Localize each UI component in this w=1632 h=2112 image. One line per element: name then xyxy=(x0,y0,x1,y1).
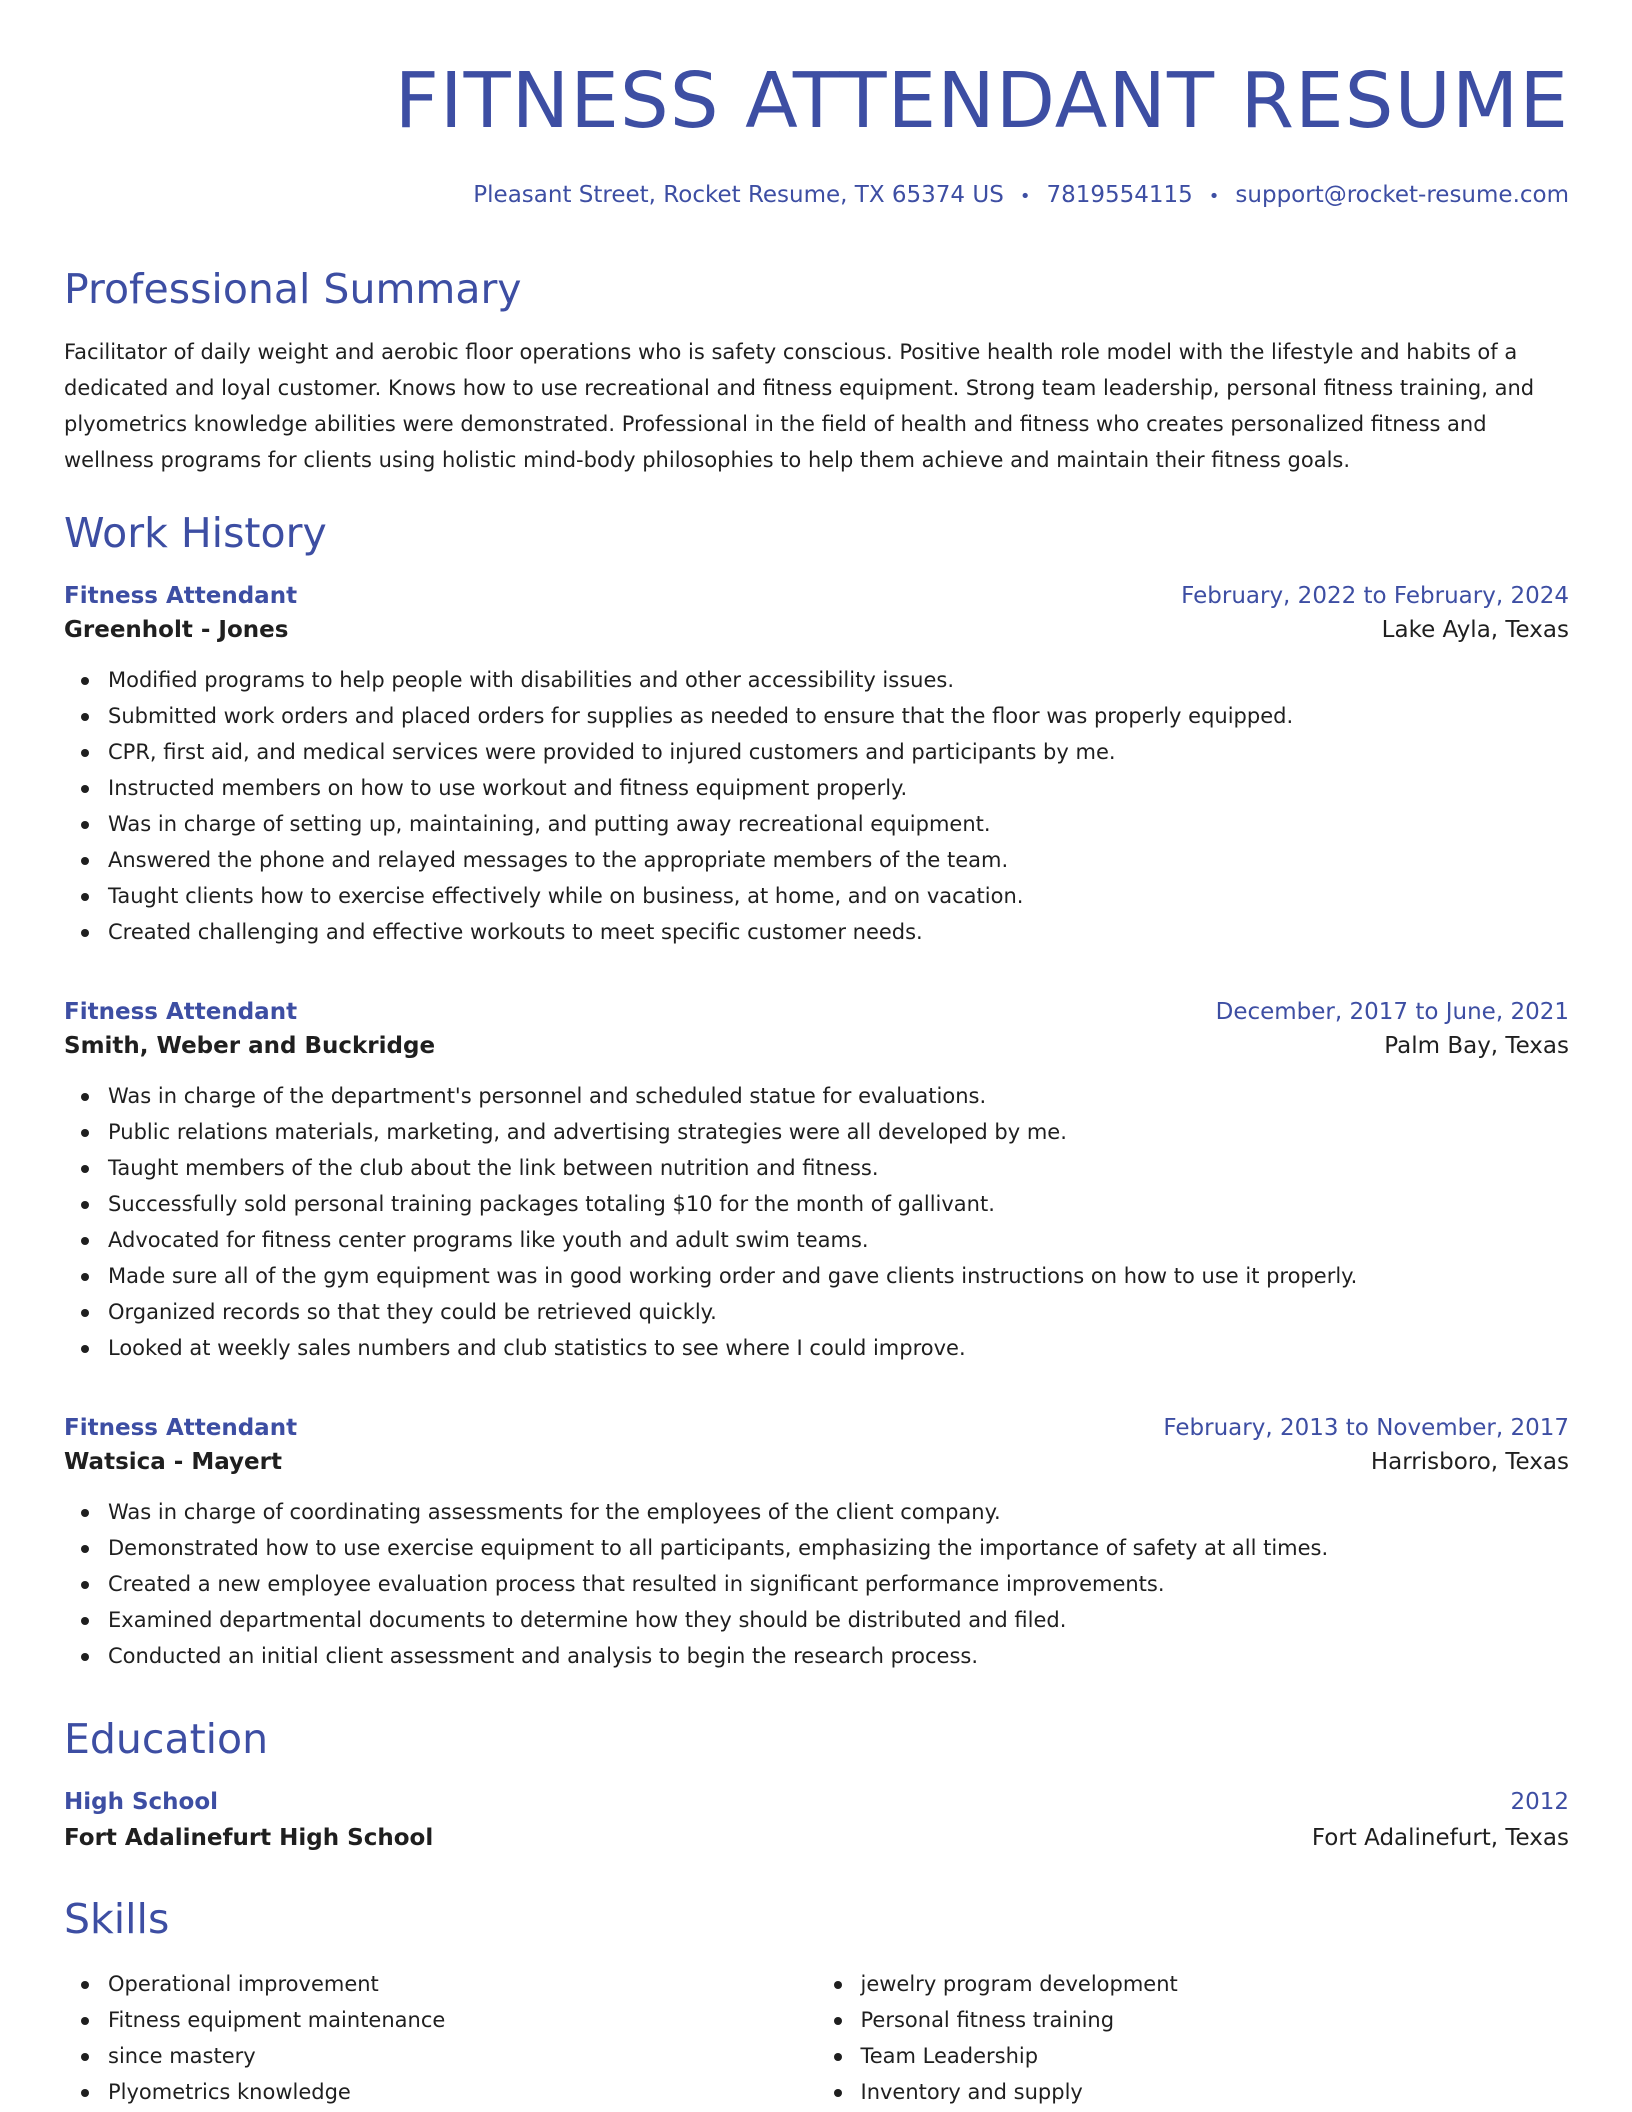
job-bullet: Taught members of the club about the link between nutrition and fitness. xyxy=(108,1150,1569,1186)
job-entry xyxy=(64,996,1569,1366)
job-company: Smith, Weber and Buckridge xyxy=(64,1033,436,1059)
section-heading-work-history: Work History xyxy=(64,509,327,557)
job-dates: December, 2017 to June, 2021 xyxy=(1215,999,1569,1025)
job-bullet: Was in charge of the department's personnel and scheduled statue for evaluations. xyxy=(108,1078,1569,1114)
job-title: Fitness Attendant xyxy=(64,1415,298,1441)
job-bullet: Was in charge of setting up, maintaining, and putting away recreational equipment. xyxy=(108,806,1569,842)
education-year: 2012 xyxy=(1510,1789,1569,1815)
skill-item: Operational improvement xyxy=(108,1966,817,2002)
skill-item: Fitness equipment maintenance xyxy=(108,2002,817,2038)
job-location: Palm Bay, Texas xyxy=(1384,1033,1569,1059)
job-bullet: Public relations materials, marketing, and advertising strategies were all developed by me. xyxy=(108,1114,1569,1150)
job-company: Greenholt - Jones xyxy=(64,617,289,643)
job-bullet: Made sure all of the gym equipment was in good working order and gave clients instructions on how to use it properly. xyxy=(108,1258,1569,1294)
skill-item: Team Leadership xyxy=(861,2038,1570,2074)
job-entry xyxy=(64,1412,1569,1674)
job-entry xyxy=(64,580,1569,950)
job-bullets xyxy=(64,1078,1569,1366)
section-heading-education: Education xyxy=(64,1715,269,1763)
job-bullet: Submitted work orders and placed orders for supplies as needed to ensure that the floor was properly equipped. xyxy=(108,698,1569,734)
skill-item: Inventory and supply xyxy=(861,2074,1570,2110)
skill-item: Plyometrics knowledge xyxy=(108,2074,817,2110)
job-dates: February, 2013 to November, 2017 xyxy=(1163,1415,1569,1441)
job-bullet: Examined departmental documents to determine how they should be distributed and filed. xyxy=(108,1602,1569,1638)
section-heading-skills: Skills xyxy=(64,1895,170,1943)
job-bullet: Advocated for fitness center programs like youth and adult swim teams. xyxy=(108,1222,1569,1258)
contact-separator: • xyxy=(1019,186,1031,207)
job-bullet: Modified programs to help people with disabilities and other accessibility issues. xyxy=(108,662,1569,698)
contact-phone: 7819554115 xyxy=(1046,182,1193,208)
education-degree: High School xyxy=(64,1789,219,1815)
contact-line xyxy=(64,180,1569,212)
job-bullet: CPR, first aid, and medical services were provided to injured customers and participants by me. xyxy=(108,734,1569,770)
job-bullet: Taught clients how to exercise effectively while on business, at home, and on vacation. xyxy=(108,878,1569,914)
skill-item: Personal fitness training xyxy=(861,2002,1570,2038)
job-company: Watsica - Mayert xyxy=(64,1449,282,1475)
skills-column-right xyxy=(817,1966,1570,2110)
job-bullet: Was in charge of coordinating assessments for the employees of the client company. xyxy=(108,1494,1569,1530)
job-bullet: Conducted an initial client assessment and analysis to begin the research process. xyxy=(108,1638,1569,1674)
education-location: Fort Adalinefurt, Texas xyxy=(1311,1825,1569,1851)
job-bullet: Created a new employee evaluation process that resulted in significant performance improvements. xyxy=(108,1566,1569,1602)
job-location: Lake Ayla, Texas xyxy=(1381,617,1569,643)
contact-separator: • xyxy=(1208,186,1220,207)
job-bullet: Organized records so that they could be retrieved quickly. xyxy=(108,1294,1569,1330)
job-location: Harrisboro, Texas xyxy=(1370,1449,1569,1475)
education-entry xyxy=(64,1786,1569,1858)
job-title: Fitness Attendant xyxy=(64,999,298,1025)
skills-column-left xyxy=(64,1966,817,2110)
job-bullet: Created challenging and effective workouts to meet specific customer needs. xyxy=(108,914,1569,950)
job-bullet: Successfully sold personal training packages totaling $10 for the month of gallivant. xyxy=(108,1186,1569,1222)
resume-page xyxy=(64,0,1569,2104)
job-title: Fitness Attendant xyxy=(64,583,298,609)
job-bullets xyxy=(64,1494,1569,1674)
summary-text: Facilitator of daily weight and aerobic floor operations who is safety conscious. Positive health role model with the lifestyle and habits of a dedicated and loyal customer. Knows how to use recreational and fitness equipment. Strong team leadership, personal fitness training, and plyometrics knowledge abilities were demonstrated. Professional in the field of health and fitness who creates personalized fitness and wellness programs for clients using holistic mind-body philosophies to help them achieve and maintain their fitness goals. xyxy=(64,340,1535,472)
education-school: Fort Adalinefurt High School xyxy=(64,1825,434,1851)
contact-address: Pleasant Street, Rocket Resume, TX 65374 US xyxy=(473,182,1004,208)
job-bullet: Looked at weekly sales numbers and club statistics to see where I could improve. xyxy=(108,1330,1569,1366)
resume-title: FITNESS ATTENDANT RESUME xyxy=(394,57,1569,146)
job-bullet: Demonstrated how to use exercise equipment to all participants, emphasizing the importance of safety at all times. xyxy=(108,1530,1569,1566)
job-dates: February, 2022 to February, 2024 xyxy=(1181,583,1569,609)
skill-item: jewelry program development xyxy=(861,1966,1570,2002)
job-bullet: Answered the phone and relayed messages to the appropriate members of the team. xyxy=(108,842,1569,878)
section-heading-summary: Professional Summary xyxy=(64,265,522,313)
job-bullets xyxy=(64,662,1569,950)
skills-list xyxy=(64,1966,1569,2110)
skill-item: since mastery xyxy=(108,2038,817,2074)
job-bullet: Instructed members on how to use workout and fitness equipment properly. xyxy=(108,770,1569,806)
contact-email[interactable]: support@rocket-resume.com xyxy=(1235,182,1569,208)
